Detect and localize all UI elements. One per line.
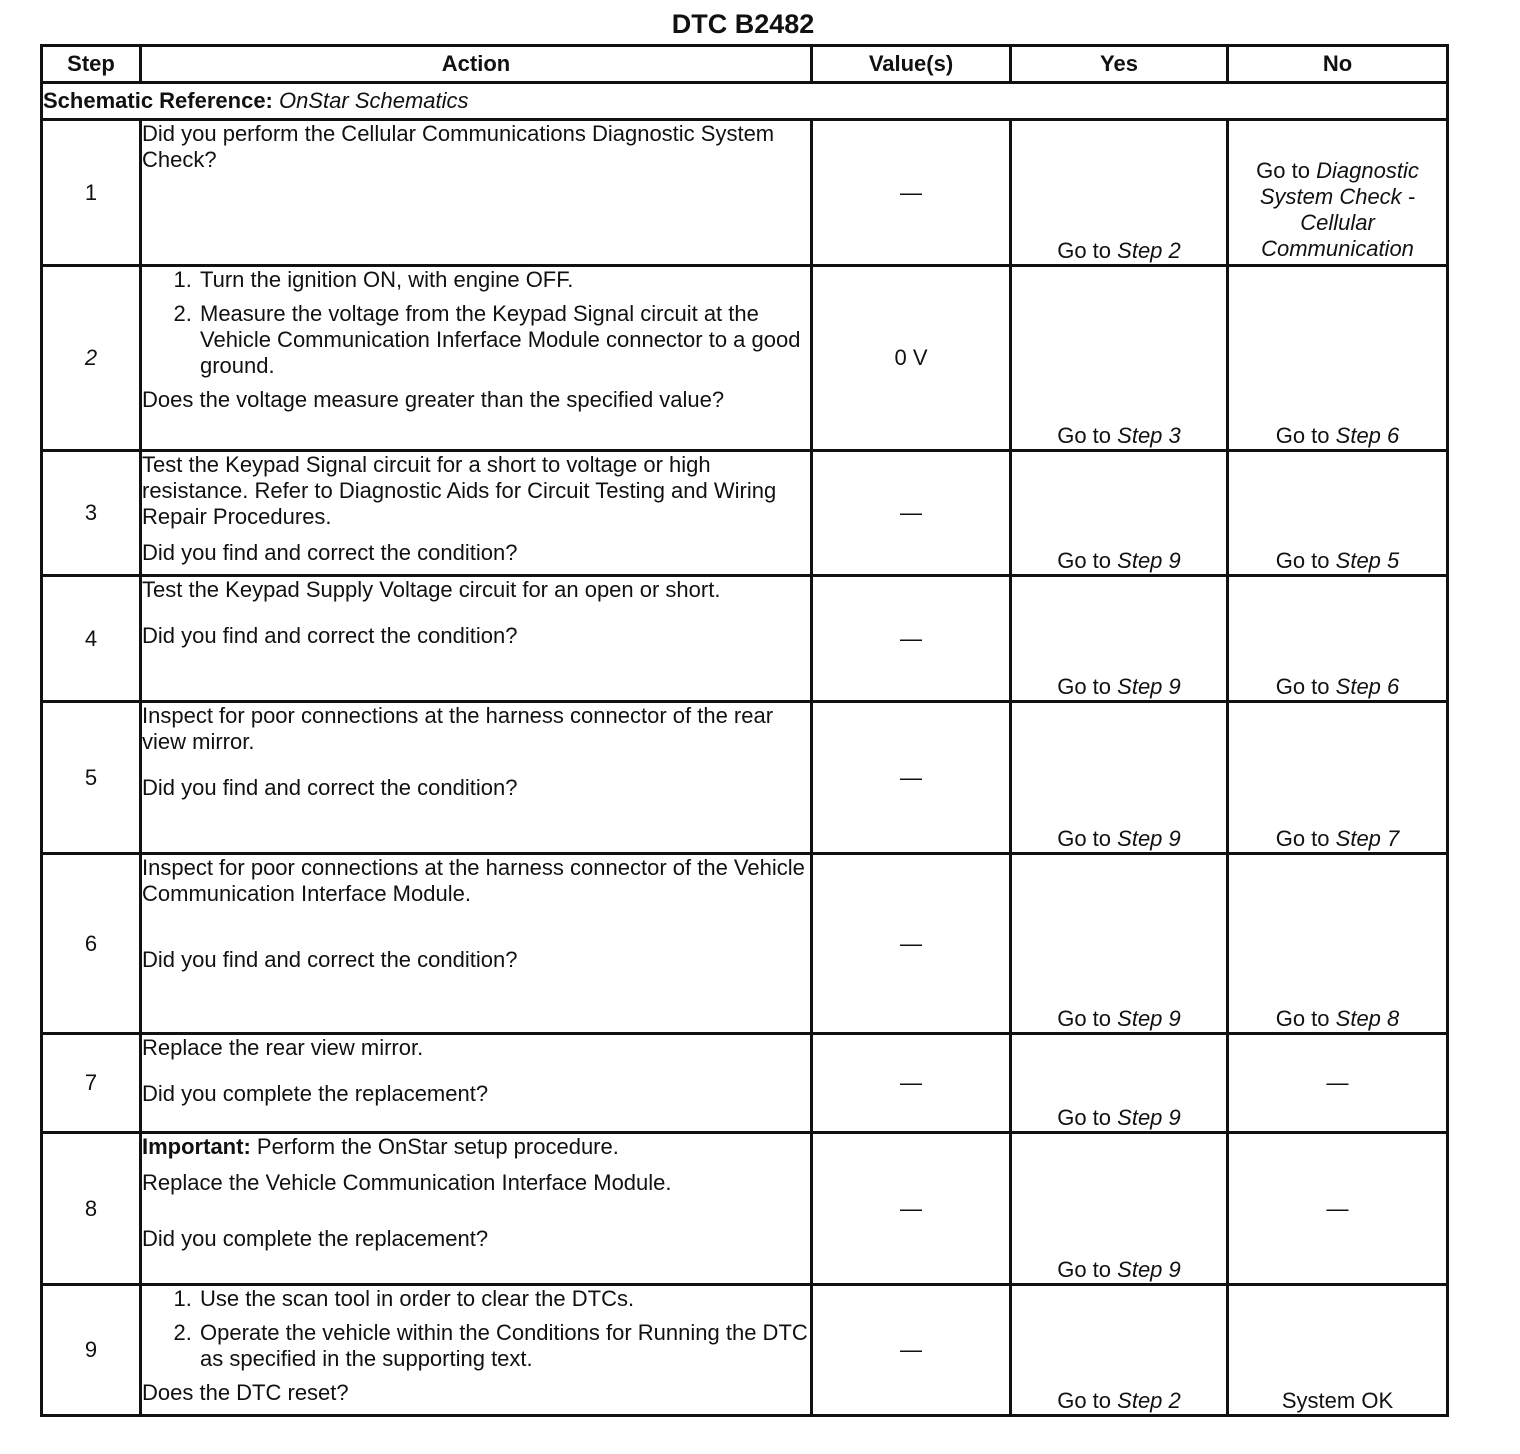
no-step-link[interactable]: Step 6 [1335, 423, 1400, 448]
schematic-reference-link[interactable]: OnStar Schematics [279, 88, 469, 113]
action-question: Did you find and correct the condition? [142, 623, 518, 648]
action-text: Test the Keypad Supply Voltage circuit for an open or short. [142, 577, 721, 602]
header-values: Value(s) [812, 46, 1011, 83]
go-to-label: Go to [1057, 826, 1112, 851]
value-cell: — [812, 451, 1011, 576]
action-text: Inspect for poor connections at the harness connector of the rear view mirror. [142, 703, 774, 754]
step-number: 5 [42, 702, 141, 854]
table-row [42, 854, 1448, 1034]
dtc-table [40, 44, 1449, 1417]
go-to-label: Go to [1057, 674, 1112, 699]
action-cell [141, 266, 812, 451]
no-cell: — [1228, 1034, 1448, 1133]
go-to-label: Go to [1275, 826, 1330, 851]
value-cell: 0 V [812, 266, 1011, 451]
action-cell [141, 576, 812, 702]
action-text: Inspect for poor connections at the harness connector of the Vehicle Communication Interface Module. [142, 855, 805, 906]
no-cell: — [1228, 1133, 1448, 1285]
action-text: Test the Keypad Signal circuit for a short to voltage or high resistance. Refer to Diagnostic Aids for Circuit Testing and Wiring Repair Procedures. [142, 452, 777, 529]
no-cell [1228, 576, 1448, 702]
go-to-label: Go to [1057, 1006, 1112, 1031]
table-row [42, 451, 1448, 576]
no-reference-line[interactable]: Communication [1261, 236, 1414, 261]
table-row [42, 1034, 1448, 1133]
important-label: Important: [142, 1134, 251, 1159]
action-question: Did you find and correct the condition? [142, 775, 518, 800]
schematic-reference-label: Schematic Reference: [43, 88, 273, 113]
action-cell [141, 702, 812, 854]
go-to-label: Go to [1057, 423, 1112, 448]
action-text: Did you perform the Cellular Communications Diagnostic System Check? [142, 121, 775, 172]
table-row [42, 1133, 1448, 1285]
action-list-item: 1. Use the scan tool in order to clear the DTCs. [198, 1286, 810, 1312]
yes-step-link[interactable]: Step 9 [1117, 826, 1181, 851]
step-number: 9 [42, 1285, 141, 1416]
yes-step-link[interactable]: Step 2 [1117, 238, 1181, 263]
action-question: Did you find and correct the condition? [142, 947, 518, 972]
step-number: 3 [42, 451, 141, 576]
action-question: Does the voltage measure greater than the specified value? [142, 387, 725, 412]
no-cell [1228, 451, 1448, 576]
yes-cell [1011, 1285, 1228, 1416]
no-step-link[interactable]: Step 6 [1335, 674, 1400, 699]
yes-cell [1011, 266, 1228, 451]
no-cell: System OK [1228, 1285, 1448, 1416]
yes-step-link[interactable]: Step 9 [1117, 1257, 1181, 1282]
action-list-item: 2. Operate the vehicle within the Conditions for Running the DTC as specified in the supporting text. [198, 1320, 810, 1372]
go-to-label: Go to [1057, 1388, 1112, 1413]
value-cell: — [812, 1285, 1011, 1416]
no-step-link[interactable]: Step 7 [1335, 826, 1400, 851]
action-text: Replace the Vehicle Communication Interface Module. [142, 1170, 672, 1195]
schematic-reference [42, 83, 1448, 120]
schematic-reference-row [42, 83, 1448, 120]
value-cell: — [812, 1034, 1011, 1133]
no-cell [1228, 702, 1448, 854]
go-to-label: Go to [1275, 674, 1330, 699]
action-cell [141, 1034, 812, 1133]
no-reference-line[interactable]: Cellular [1300, 210, 1375, 235]
no-reference-link[interactable]: Diagnostic [1316, 158, 1419, 183]
important-note [142, 1134, 810, 1160]
table-row [42, 120, 1448, 266]
header-action: Action [141, 46, 812, 83]
yes-step-link[interactable]: Step 3 [1117, 423, 1181, 448]
yes-cell [1011, 451, 1228, 576]
document-title: DTC B2482 [671, 9, 815, 39]
no-cell [1228, 120, 1448, 266]
go-to-label: Go to [1275, 423, 1330, 448]
action-question: Did you complete the replacement? [142, 1226, 489, 1251]
yes-step-link[interactable]: Step 9 [1117, 548, 1181, 573]
header-no: No [1228, 46, 1448, 83]
action-cell [141, 854, 812, 1034]
step-number: 1 [42, 120, 141, 266]
no-step-link[interactable]: Step 5 [1335, 548, 1400, 573]
go-to-label: Go to [1275, 548, 1330, 573]
yes-step-link[interactable]: Step 9 [1117, 1006, 1181, 1031]
yes-cell [1011, 120, 1228, 266]
go-to-label: Go to [1057, 238, 1112, 263]
table-row [42, 702, 1448, 854]
value-cell: — [812, 854, 1011, 1034]
no-reference-line[interactable]: System Check - [1259, 184, 1416, 209]
action-list-item: 2. Measure the voltage from the Keypad Signal circuit at the Vehicle Communication Inferface Module connector to a good ground. [198, 301, 810, 379]
no-step-link[interactable]: Step 8 [1335, 1006, 1400, 1031]
yes-cell [1011, 702, 1228, 854]
action-cell [141, 1133, 812, 1285]
yes-step-link[interactable]: Step 9 [1117, 674, 1181, 699]
no-cell [1228, 854, 1448, 1034]
value-cell: — [812, 1133, 1011, 1285]
yes-cell [1011, 1133, 1228, 1285]
yes-cell [1011, 854, 1228, 1034]
yes-step-link[interactable]: Step 2 [1117, 1388, 1181, 1413]
action-question: Did you find and correct the condition? [142, 540, 518, 565]
action-list-item: 1. Turn the ignition ON, with engine OFF. [198, 267, 810, 293]
action-question: Does the DTC reset? [142, 1380, 349, 1405]
go-to-label: Go to [1057, 548, 1112, 573]
table-row [42, 576, 1448, 702]
value-cell: — [812, 576, 1011, 702]
value-cell: — [812, 702, 1011, 854]
action-steps-list [142, 1286, 810, 1372]
go-to-label: Go to [1275, 1006, 1330, 1031]
header-step: Step [42, 46, 141, 83]
action-text: Replace the rear view mirror. [142, 1035, 424, 1060]
action-cell [141, 120, 812, 266]
value-cell: — [812, 120, 1011, 266]
no-cell [1228, 266, 1448, 451]
header-yes: Yes [1011, 46, 1228, 83]
step-number: 2 [42, 266, 141, 451]
action-cell [141, 451, 812, 576]
header-row [42, 46, 1448, 83]
step-number: 6 [42, 854, 141, 1034]
step-number: 4 [42, 576, 141, 702]
table-row [42, 1285, 1448, 1416]
go-to-label: Go to [1057, 1105, 1112, 1130]
go-to-label: Go to [1057, 1257, 1112, 1282]
go-to-label: Go to [1256, 158, 1310, 183]
step-number: 8 [42, 1133, 141, 1285]
action-cell [141, 1285, 812, 1416]
yes-step-link[interactable]: Step 9 [1117, 1105, 1181, 1130]
table-row [42, 266, 1448, 451]
action-steps-list [142, 267, 810, 379]
yes-cell [1011, 1034, 1228, 1133]
step-number: 7 [42, 1034, 141, 1133]
important-text: Perform the OnStar setup procedure. [256, 1134, 619, 1159]
action-question: Did you complete the replacement? [142, 1081, 489, 1106]
yes-cell [1011, 576, 1228, 702]
